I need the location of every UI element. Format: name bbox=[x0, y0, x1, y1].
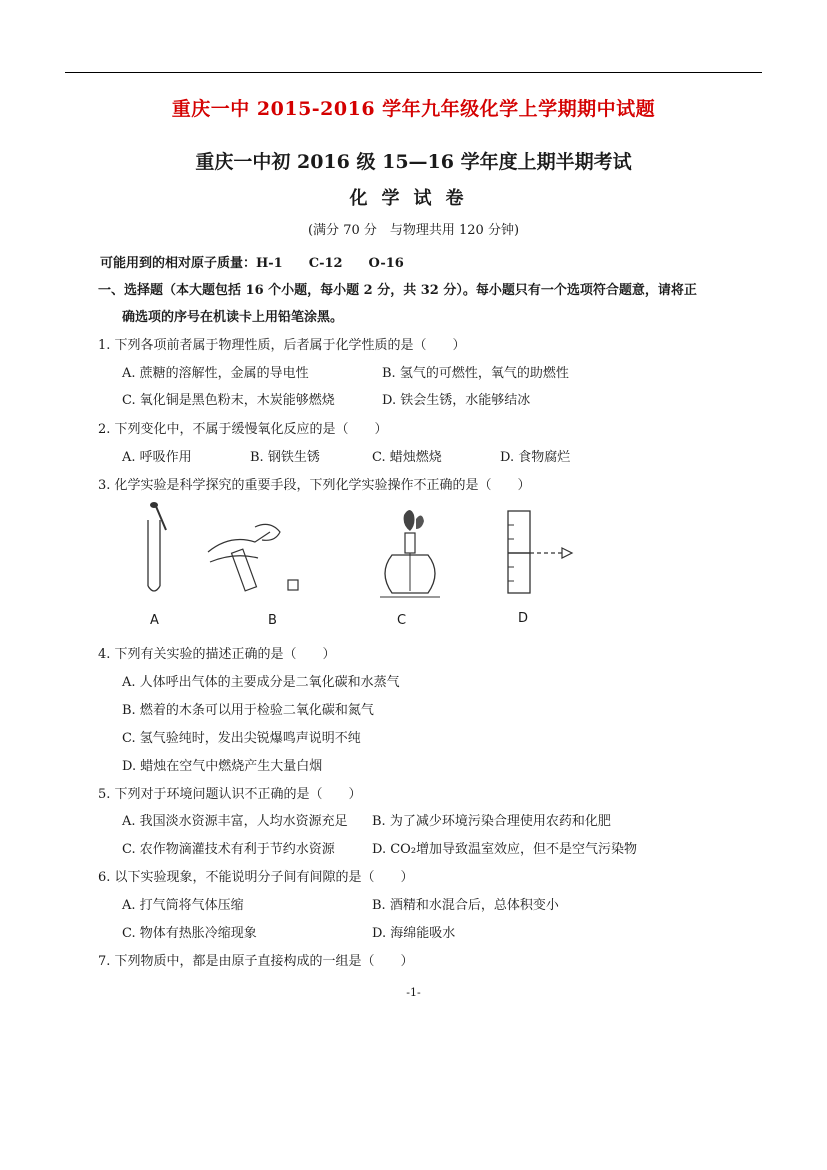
question-5-option-a: A. 我国淡水资源丰富，人均水资源充足 bbox=[122, 814, 348, 829]
question-2-option-d: D. 食物腐烂 bbox=[500, 450, 571, 465]
apparatus-c-alcohol-lamp-icon bbox=[370, 505, 450, 605]
question-4-option-a: A. 人体呼出气体的主要成分是二氧化碳和水蒸气 bbox=[122, 675, 400, 690]
question-5-option-c: C. 农作物滴灌技术有利于节约水资源 bbox=[122, 842, 335, 857]
question-5-option-d: D. CO₂增加导致温室效应，但不是空气污染物 bbox=[372, 842, 638, 857]
exam-title: 重庆一中初 2016 级 15—16 学年度上期半期考试 bbox=[195, 151, 632, 173]
question-2-option-a: A. 呼吸作用 bbox=[122, 450, 192, 465]
question-6-option-a: A. 打气筒将气体压缩 bbox=[122, 898, 244, 913]
question-5-stem: 5. 下列对于环境问题认识不正确的是（ ） bbox=[98, 787, 362, 802]
apparatus-a-label: A bbox=[150, 613, 159, 628]
document-title: 重庆一中 2015-2016 学年九年级化学上学期期中试题 bbox=[171, 98, 656, 120]
question-4-option-d: D. 蜡烛在空气中燃烧产生大量白烟 bbox=[122, 759, 323, 774]
question-6-stem: 6. 以下实验现象，不能说明分子间有间隙的是（ ） bbox=[98, 870, 414, 885]
question-2-option-b: B. 钢铁生锈 bbox=[250, 450, 320, 465]
page-number: -1- bbox=[406, 986, 421, 999]
apparatus-c-label: C bbox=[397, 613, 407, 628]
question-4-option-b: B. 燃着的木条可以用于检验二氧化碳和氮气 bbox=[122, 703, 374, 718]
section-instruction-line2: 确选项的序号在机读卡上用铅笔涂黑。 bbox=[122, 310, 344, 325]
apparatus-d-label: D bbox=[518, 611, 529, 626]
header-rule bbox=[65, 72, 762, 73]
question-6-option-d: D. 海绵能吸水 bbox=[372, 926, 456, 941]
question-1-option-a: A. 蔗糖的溶解性，金属的导电性 bbox=[122, 366, 309, 381]
apparatus-d-graduated-cylinder-icon bbox=[500, 505, 580, 600]
question-7-stem: 7. 下列物质中，都是由原子直接构成的一组是（ ） bbox=[98, 954, 414, 969]
exam-subject: 化学试卷 bbox=[349, 188, 478, 209]
question-2-stem: 2. 下列变化中，不属于缓慢氧化反应的是（ ） bbox=[98, 422, 388, 437]
question-1-stem: 1. 下列各项前者属于物理性质，后者属于化学性质的是（ ） bbox=[98, 338, 466, 353]
question-1-option-c: C. 氧化铜是黑色粉末，木炭能够燃烧 bbox=[122, 393, 335, 408]
section-instruction-line1: 一、选择题（本大题包括 16 个小题，每小题 2 分，共 32 分）。每小题只有一个选项符合题意，请将正 bbox=[98, 283, 697, 298]
question-1-option-b: B. 氢气的可燃性，氧气的助燃性 bbox=[382, 366, 569, 381]
question-1-option-d: D. 铁会生锈，水能够结冰 bbox=[382, 393, 531, 408]
atomic-mass-note: 可能用到的相对原子质量：H-1 C-12 O-16 bbox=[100, 256, 404, 271]
apparatus-a-test-tube-dropper-icon bbox=[128, 500, 188, 600]
question-6-option-b: B. 酒精和水混合后，总体积变小 bbox=[372, 898, 559, 913]
score-info: (满分 70 分 与物理共用 120 分钟) bbox=[307, 223, 520, 238]
question-6-option-c: C. 物体有热胀冷缩现象 bbox=[122, 926, 257, 941]
apparatus-b-label: B bbox=[268, 613, 277, 628]
question-2-option-c: C. 蜡烛燃烧 bbox=[372, 450, 442, 465]
question-4-option-c: C. 氢气验纯时，发出尖锐爆鸣声说明不纯 bbox=[122, 731, 361, 746]
apparatus-b-heating-tube-icon bbox=[200, 512, 310, 597]
question-5-option-b: B. 为了减少环境污染合理使用农药和化肥 bbox=[372, 814, 611, 829]
question-4-stem: 4. 下列有关实验的描述正确的是（ ） bbox=[98, 647, 336, 662]
question-3-stem: 3. 化学实验是科学探究的重要手段，下列化学实验操作不正确的是（ ） bbox=[98, 478, 531, 493]
